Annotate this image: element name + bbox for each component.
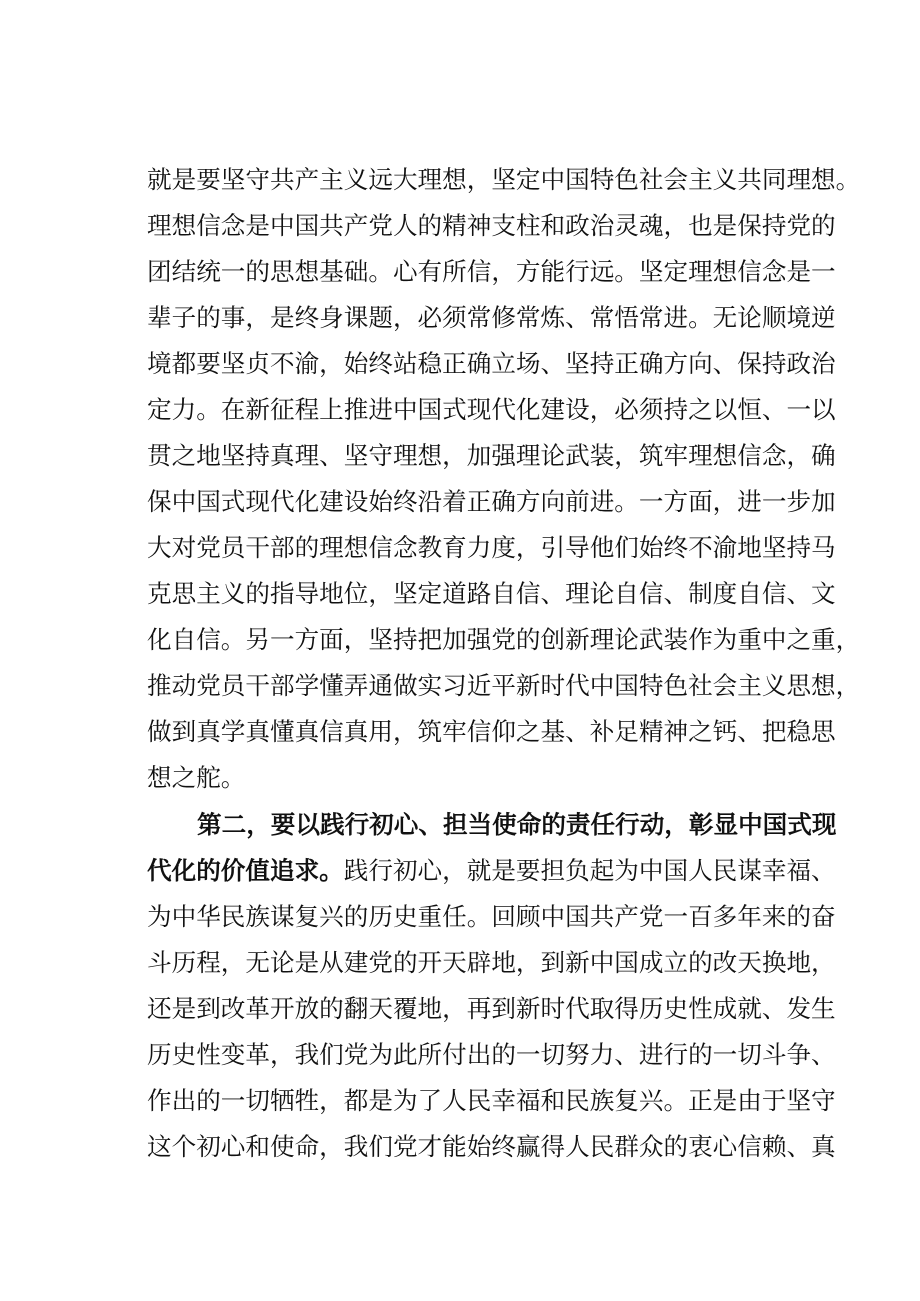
p1-line-6: 定力。在新征程上推进中国式现代化建设，必须持之以恒、一以 [147,395,836,424]
p1-line-7: 贯之地坚持真理、坚守理想，加强理论武装，筑牢理想信念，确 [147,441,836,470]
p1-line-12: 推动党员干部学懂弄通做实习近平新时代中国特色社会主义思想， [147,671,861,700]
p2-line-7: 作出的一切牺牲，都是为了人民幸福和民族复兴。正是由于坚守 [147,1086,836,1115]
p1-line-4: 辈子的事，是终身课题，必须常修常炼、常悟常进。无论顺境逆 [147,303,836,332]
p2-line-5: 还是到改革开放的翻天覆地，再到新时代取得历史性成就、发生 [147,994,836,1023]
p1-line-13: 做到真学真懂真信真用，筑牢信仰之基、补足精神之钙、把稳思 [147,717,836,746]
p2-line-6: 历史性变革，我们党为此所付出的一切努力、进行的一切斗争、 [147,1040,836,1069]
p1-line-9: 大对党员干部的理想信念教育力度，引导他们始终不渝地坚持马 [147,533,836,562]
p2-line-2-text: 践行初心，就是要担负起为中国人民谋幸福、 [343,856,836,885]
p1-line-5: 境都要坚贞不渝，始终站稳正确立场、坚持正确方向、保持政治 [147,349,836,378]
p2-line-8: 这个初心和使命，我们党才能始终赢得人民群众的衷心信赖、真 [147,1132,836,1161]
p1-line-8: 保中国式现代化建设始终沿着正确方向前进。一方面，进一步加 [147,487,836,516]
p1-line-14: 想之舵。 [147,763,246,792]
p2-heading-tail: 代化的价值追求。 [147,856,344,885]
p2-line-4: 斗历程，无论是从建党的开天辟地，到新中国成立的改天换地， [147,948,836,977]
p1-line-3: 团结统一的思想基础。心有所信，方能行远。坚定理想信念是一 [147,257,836,286]
p1-line-1: 就是要坚守共产主义远大理想，坚定中国特色社会主义共同理想。 [147,165,861,194]
p1-line-11: 化自信。另一方面，坚持把加强党的创新理论武装作为重中之重， [147,625,861,654]
p1-line-10: 克思主义的指导地位，坚定道路自信、理论自信、制度自信、文 [147,579,836,608]
p1-line-2: 理想信念是中国共产党人的精神支柱和政治灵魂，也是保持党的 [147,211,836,240]
p2-line-2 [147,851,836,891]
p2-heading-line-1: 第二，要以践行初心、担当使命的责任行动，彰显中国式现 [197,810,837,839]
p2-line-3: 为中华民族谋复兴的历史重任。回顾中国共产党一百多年来的奋 [147,902,836,931]
